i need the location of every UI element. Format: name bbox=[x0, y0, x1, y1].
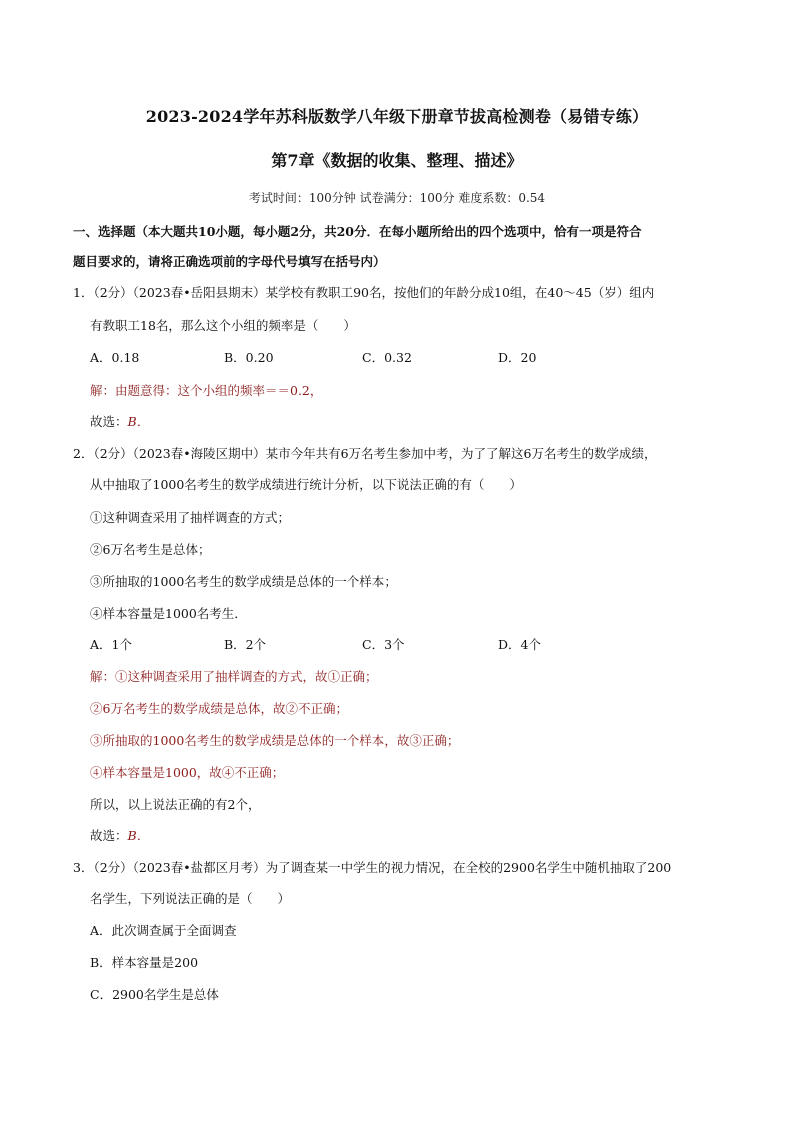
q2-solution-line3: ③所抽取的1000名考生的数学成绩是总体的一个样本，故③正确； bbox=[90, 733, 460, 748]
document-title: 2023-2024学年苏科版数学八年级下册章节拔高检测卷（易错专练） bbox=[145, 107, 649, 126]
q2-answer-choice: B． bbox=[127, 828, 150, 843]
q2-option-c: C．3个 bbox=[362, 637, 405, 652]
q3-option-a: A．此次调查属于全面调查 bbox=[90, 923, 237, 938]
q2-solution-line1: 解：①这种调查采用了抽样调查的方式，故①正确； bbox=[90, 669, 378, 684]
q2-stem-line1: 2．（2分）（2023春•海陵区期中）某市今年共有6万名考生参加中考，为了了解这6万名考生的数学成绩， bbox=[73, 446, 657, 461]
q2-option-a: A．1个 bbox=[90, 637, 132, 652]
q2-conclusion: 所以，以上说法正确的有2个， bbox=[90, 797, 261, 812]
q3-stem-line2: 名学生，下列说法正确的是（ ） bbox=[90, 891, 291, 906]
q3-stem-line1: 3．（2分）（2023春•盐都区月考）为了调查某一中学生的视力情况，在全校的2900名学生中随机抽取了200 bbox=[73, 860, 672, 875]
section-heading-line1: 一、选择题（本大题共10小题，每小题2分，共20分．在每小题所给出的四个选项中，恰有一项是符合 bbox=[73, 224, 642, 239]
q2-statement-3: ③所抽取的1000名考生的数学成绩是总体的一个样本； bbox=[90, 574, 397, 589]
q1-option-b: B．0.20 bbox=[224, 350, 274, 365]
q1-stem-line2: 有教职工18名，那么这个小组的频率是（ ） bbox=[90, 318, 356, 333]
exam-info: 考试时间：100分钟 试卷满分：100分 难度系数：0.54 bbox=[248, 191, 546, 205]
q1-stem-line1: 1．（2分）（2023春•岳阳县期末）某学校有教职工90名，按他们的年龄分成10组，在40～45（岁）组内 bbox=[73, 285, 655, 300]
q1-option-a: A．0.18 bbox=[90, 350, 140, 365]
q1-answer-choice: B． bbox=[127, 414, 150, 429]
q2-stem-line2: 从中抽取了1000名考生的数学成绩进行统计分析，以下说法正确的有（ ） bbox=[90, 477, 522, 492]
q2-statement-4: ④样本容量是1000名考生． bbox=[90, 606, 247, 621]
q3-option-c: C．2900名学生是总体 bbox=[90, 987, 219, 1002]
q1-answer-prefix: 故选： bbox=[90, 414, 128, 429]
chapter-title: 第7章《数据的收集、整理、描述》 bbox=[271, 151, 523, 170]
q2-statement-2: ②6万名考生是总体； bbox=[90, 542, 211, 557]
section-heading-line2: 题目要求的，请将正确选项前的字母代号填写在括号内） bbox=[73, 254, 386, 269]
q2-answer-prefix: 故选： bbox=[90, 828, 128, 843]
q2-option-d: D．4个 bbox=[498, 637, 541, 652]
q2-option-b: B．2个 bbox=[224, 637, 267, 652]
q3-option-b: B．样本容量是200 bbox=[90, 955, 199, 970]
q2-answer bbox=[90, 826, 149, 844]
q1-option-c: C．0.32 bbox=[362, 350, 412, 365]
q2-statement-1: ①这种调查采用了抽样调查的方式； bbox=[90, 510, 291, 525]
q1-solution: 解：由题意得：这个小组的频率＝＝0.2， bbox=[90, 383, 323, 398]
q2-solution-line2: ②6万名考生的数学成绩是总体，故②不正确； bbox=[90, 701, 348, 716]
q1-answer bbox=[90, 412, 149, 430]
q2-solution-line4: ④样本容量是1000，故④不正确； bbox=[90, 765, 285, 780]
q1-option-d: D．20 bbox=[498, 350, 537, 365]
